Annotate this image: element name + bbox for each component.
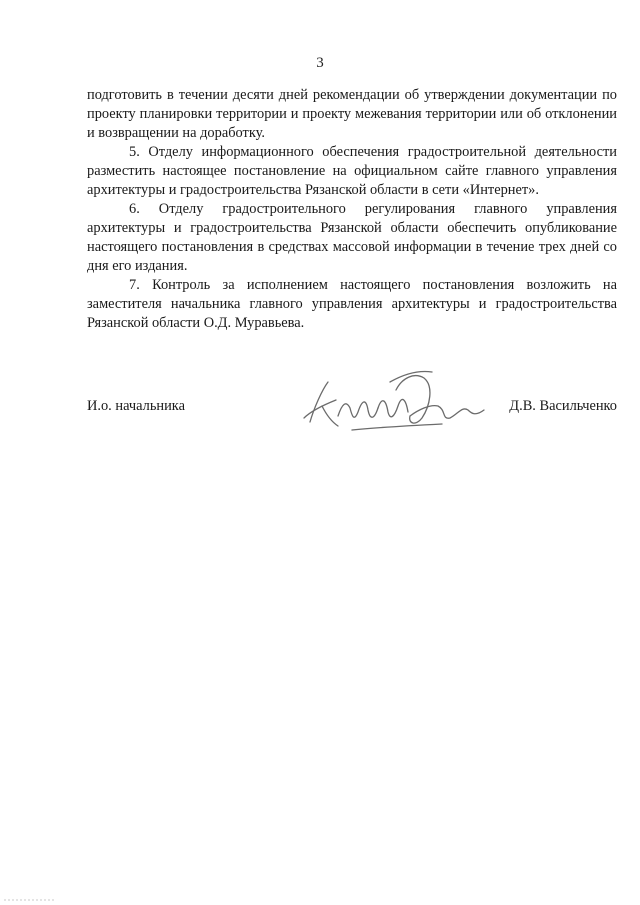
signatory-name: Д.В. Васильченко [509, 398, 617, 414]
signature-block [87, 392, 617, 432]
handwritten-signature [292, 360, 502, 440]
paragraph-item-6: 6. Отделу градостроительного регулирования главного управления архитектуры и градостроительства Рязанской области обеспечить опубликование настоящего постановления в средствах массовой информации в течение трех дней со дня его издания. [87, 201, 617, 274]
paragraph-item-7: 7. Контроль за исполнением настоящего постановления возложить на заместителя начальника главного управления архитектуры и градостроительства Рязанской области О.Д. Муравьева. [87, 277, 617, 331]
page-number: 3 [316, 55, 324, 71]
paragraph-item-5: 5. Отделу информационного обеспечения градостроительной деятельности разместить настоящее постановление на официальном сайте главного управления архитектуры и градостроительства Рязанской области в сети «Интернет». [87, 144, 617, 198]
document-body [87, 86, 617, 333]
signatory-title: И.о. начальника [87, 398, 185, 414]
paragraph-continuation: подготовить в течении десяти дней рекомендации об утверждении документации по проекту планировки территории и проекту межевания территории или об отклонении и возвращении на доработку. [87, 87, 617, 141]
scan-artifact [4, 898, 54, 902]
